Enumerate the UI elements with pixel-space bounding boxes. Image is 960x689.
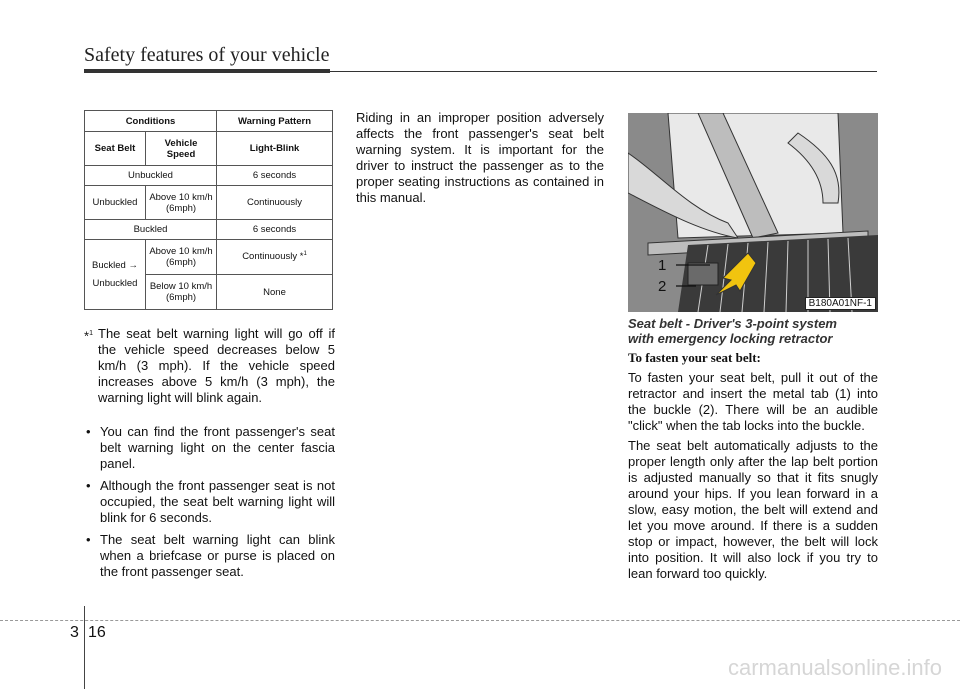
watermark: carmanualsonline.info [727, 655, 942, 680]
table-subheader-vehicle-speed: Vehicle Speed [146, 132, 217, 166]
footnote [84, 326, 335, 406]
table-cell: Buckled → Unbuckled [85, 240, 146, 310]
table-cell: Below 10 km/h (6mph) [146, 275, 217, 310]
paragraph: The seat belt automatically adjusts to the proper length only after the lap belt portion is adjusted manually so that it fits snugly around your hips. If you lean forward in a slow, easy motion, the belt will extend and let you move around. If there is a sudden stop or impact, however, the belt will lock into position. It will also lock if you try to lean forward too quickly. [628, 438, 878, 581]
table-cell: Continuously *$^1$ [217, 240, 333, 275]
header-rule [84, 69, 330, 73]
figure-label-1: 1 [658, 257, 667, 274]
table-cell: Above 10 km/h (6mph) [146, 186, 217, 220]
list-item: • The seat belt warning light can blink when a briefcase or purse is placed on the front passenger seat. [86, 532, 335, 579]
footnote-mark: *$^1$ [84, 328, 93, 344]
warning-pattern-table [84, 110, 333, 310]
list-item: • Although the front passenger seat is not occupied, the seat belt warning light will blink for 6 seconds. [86, 478, 335, 525]
table-subheader-light-blink: Light-Blink [217, 132, 333, 166]
page-header-title: Safety features of your vehicle [84, 44, 330, 66]
warning-system-paragraph: Riding in an improper position adversely affects the front passenger's seat belt warning system. It is important for the driver to instruct the passenger as to the proper seating instructions as contained in this manual. [356, 110, 604, 205]
seat-belt-section [628, 316, 878, 582]
table-cell: Above 10 km/h (6mph) [146, 240, 217, 275]
table-cell: 6 seconds [217, 166, 333, 186]
figure-label-2: 2 [658, 278, 667, 295]
footer-rule [0, 620, 960, 621]
footnote-text: The seat belt warning light will go off if the vehicle speed decreases below 5 km/h (3 mph). If the vehicle speed increases above 5 km/h (3 mph), the warning light will blink again. [98, 326, 335, 405]
header-rule-thin [330, 71, 877, 72]
table-header-warning-pattern: Warning Pattern [217, 111, 333, 132]
figure-caption: Seat belt - Driver's 3-point system with emergency locking retractor [628, 316, 837, 346]
footer-divider [84, 606, 85, 689]
paragraph: To fasten your seat belt, pull it out of the retractor and insert the metal tab (1) into the buckle (2). There will be an audible "click" when the tab locks into the buckle. [628, 370, 878, 433]
table-cell: 6 seconds [217, 220, 333, 240]
table-cell: Buckled [85, 220, 217, 240]
table-header-conditions: Conditions [85, 111, 217, 132]
section-subheading: To fasten your seat belt: [628, 350, 761, 365]
table-cell: None [217, 275, 333, 310]
chapter-number: 3 [70, 624, 79, 641]
seat-belt-drawing [628, 113, 878, 312]
table-subheader-seat-belt: Seat Belt [85, 132, 146, 166]
table-cell: Continuously [217, 186, 333, 220]
page-number: 16 [88, 624, 106, 641]
list-item: • You can find the front passenger's seat belt warning light on the center fascia panel. [86, 424, 335, 471]
seat-belt-illustration [628, 113, 878, 312]
bullet-list [84, 424, 335, 586]
table-cell: Unbuckled [85, 186, 146, 220]
table-cell: Unbuckled [85, 166, 217, 186]
figure-code: B180A01NF-1 [805, 297, 876, 310]
